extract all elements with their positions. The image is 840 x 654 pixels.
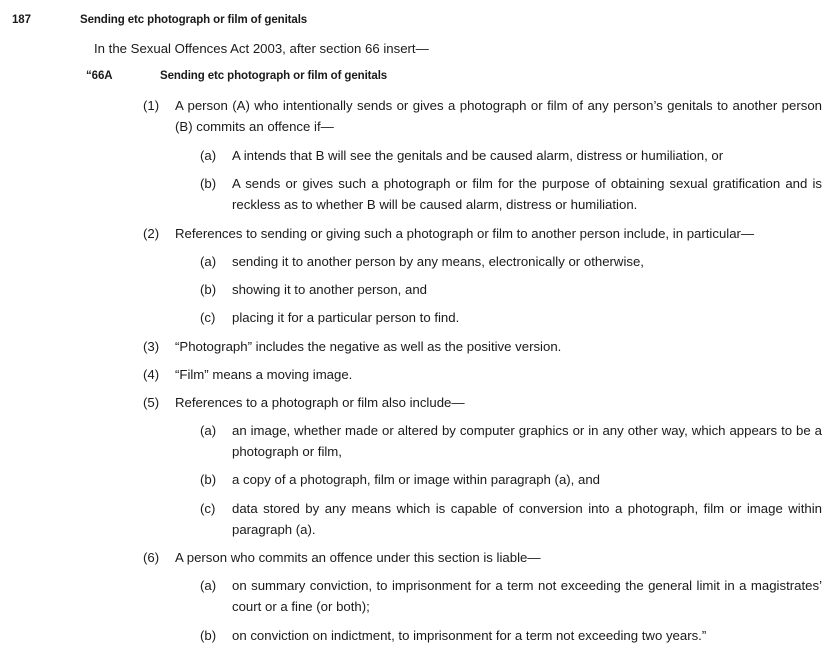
subsection-number: (5) <box>143 395 160 410</box>
paragraph-number: (b) <box>200 176 217 191</box>
new-section-title: Sending etc photograph or film of genitals <box>160 70 388 82</box>
paragraph-text: data stored by any means which is capable of conversion into a photograph, film or image within paragraph (a). <box>232 501 822 537</box>
section-intro: In the Sexual Offences Act 2003, after section 66 insert— <box>94 41 429 56</box>
subsection-text: A person who commits an offence under this section is liable— <box>175 550 541 565</box>
paragraph-text: A intends that B will see the genitals and be caused alarm, distress or humiliation, or <box>232 148 724 163</box>
subsection-text: References to sending or giving such a photograph or film to another person include, in particular— <box>175 226 755 241</box>
paragraph-number: (c) <box>200 310 216 325</box>
paragraph-text: A sends or gives such a photograph or film for the purpose of obtaining sexual gratification and is reckless as to whether B will be caused alarm, distress or humiliation. <box>232 176 822 212</box>
new-section-number: “66A <box>86 70 113 82</box>
subsection-number: (3) <box>143 339 160 354</box>
subsection-text: A person (A) who intentionally sends or gives a photograph or film of any person’s genitals to another person (B) commits an offence if— <box>175 98 822 134</box>
paragraph-number: (b) <box>200 282 217 297</box>
paragraph-number: (a) <box>200 578 217 593</box>
section-title: Sending etc photograph or film of genitals <box>80 14 308 26</box>
subsection-text: “Photograph” includes the negative as well as the positive version. <box>175 339 562 354</box>
subsection-text: References to a photograph or film also include— <box>175 395 465 410</box>
paragraph-number: (a) <box>200 423 217 438</box>
paragraph-number: (b) <box>200 472 217 487</box>
paragraph-number: (a) <box>200 148 217 163</box>
paragraph-number: (a) <box>200 254 217 269</box>
paragraph-text: sending it to another person by any means, electronically or otherwise, <box>232 254 644 269</box>
section-number: 187 <box>12 14 31 26</box>
paragraph-text: on conviction on indictment, to imprisonment for a term not exceeding two years.” <box>232 628 707 643</box>
subsection-text: “Film” means a moving image. <box>175 367 353 382</box>
subsection-number: (1) <box>143 98 160 113</box>
paragraph-text: a copy of a photograph, film or image within paragraph (a), and <box>232 472 600 487</box>
subsection-number: (2) <box>143 226 160 241</box>
paragraph-number: (c) <box>200 501 216 516</box>
paragraph-text: on summary conviction, to imprisonment for a term not exceeding the general limit in a magistrates’ court or a fine (or both); <box>232 578 822 614</box>
paragraph-text: placing it for a particular person to find. <box>232 310 460 325</box>
paragraph-text: showing it to another person, and <box>232 282 428 297</box>
paragraph-number: (b) <box>200 628 217 643</box>
paragraph-text: an image, whether made or altered by computer graphics or in any other way, which appears to be a photograph or film, <box>232 423 822 459</box>
subsection-number: (4) <box>143 367 160 382</box>
subsection-number: (6) <box>143 550 160 565</box>
